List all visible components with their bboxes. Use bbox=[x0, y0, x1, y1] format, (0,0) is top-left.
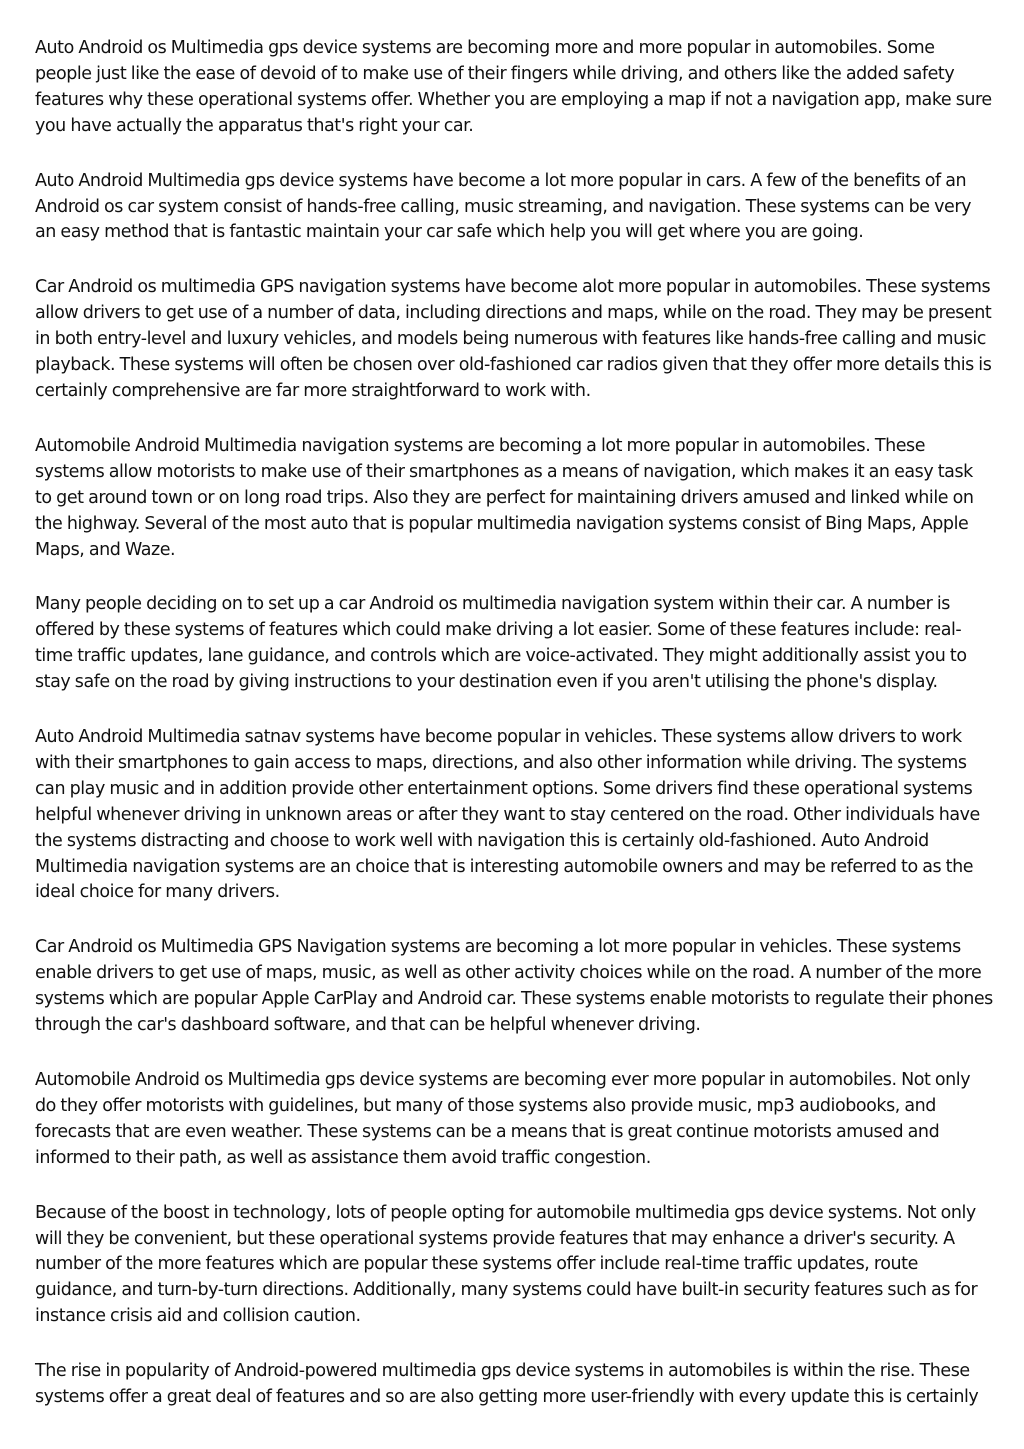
document-body bbox=[35, 36, 993, 1440]
paragraph-2: Auto Android Multimedia gps device systems have become a lot more popular in cars. A few of the benefits of an Android os car system consist of hands-free calling, music streaming, and navigation. These systems can be very an easy method that is fantastic maintain your car safe which help you will get where you are going. bbox=[35, 170, 972, 243]
paragraph-9: Because of the boost in technology, lots of people opting for automobile multimedia gps device systems. Not only will they be convenient, but these operational systems provide features that may enhance a driver's security. A number of the more features which are popular these systems offer include real-time traffic updates, route guidance, and turn-by-turn directions. Additionally, many systems could have built-in security features such as for instance crisis aid and collision caution. bbox=[35, 1202, 978, 1327]
paragraph-5: Many people deciding on to set up a car Android os multimedia navigation system within their car. A number is offered by these systems of features which could make driving a lot easier. Some of these features include: real-time traffic updates, lane guidance, and controls which are voice-activated. They might additionally assist you to stay safe on the road by giving instructions to your destination even if you aren't utilising the phone's display. bbox=[35, 594, 967, 693]
paragraph-8: Automobile Android os Multimedia gps device systems are becoming ever more popular in automobiles. Not only do they offer motorists with guidelines, but many of those systems also provide music, mp3 audiobooks, and forecasts that are even weather. These systems can be a means that is great continue motorists amused and informed to their path, as well as assistance them avoid traffic congestion. bbox=[35, 1070, 971, 1168]
paragraph-1: Auto Android os Multimedia gps device systems are becoming more and more popular in automobiles. Some people just like the ease of devoid of to make use of their fingers while driving, and others like the added safety features why these operational systems offer. Whether you are employing a map if not a navigation app, make sure you have actually the apparatus that's right your car. bbox=[35, 38, 992, 136]
paragraph-6: Auto Android Multimedia satnav systems have become popular in vehicles. These systems allow drivers to work with their smartphones to gain access to maps, directions, and also other information while driving. The systems can play music and in addition provide other entertainment options. Some drivers find these operational systems helpful whenever driving in unknown areas or after they want to stay centered on the road. Other individuals have the systems distracting and choose to work well with navigation this is certainly old-fashioned. Auto Android Multimedia navigation systems are an choice that is interesting automobile owners and may be referred to as the ideal choice for many drivers. bbox=[35, 727, 980, 903]
paragraph-3: Car Android os multimedia GPS navigation systems have become alot more popular in automobiles. These systems allow drivers to get use of a number of data, including directions and maps, while on the road. They may be present in both entry-level and luxury vehicles, and models being numerous with features like hands-free calling and music playback. These systems will often be chosen over old-fashioned car radios given that they offer more details this is certainly comprehensive are far more straightforward to work with. bbox=[35, 277, 992, 401]
paragraph-10: The rise in popularity of Android-powered multimedia gps device systems in automobiles is within the rise. These systems offer a great deal of features and so are also getting more user-friendly with every update this is certainly bbox=[35, 1361, 979, 1408]
paragraph-4: Automobile Android Multimedia navigation systems are becoming a lot more popular in automobiles. These systems allow motorists to make use of their smartphones as a means of navigation, which makes it an easy task to get around town or on long road trips. Also they are perfect for maintaining drivers amused and linked while on the highway. Several of the most auto that is popular multimedia navigation systems consist of Bing Maps, Apple Maps, and Waze. bbox=[35, 435, 974, 560]
paragraph-7: Car Android os Multimedia GPS Navigation systems are becoming a lot more popular in vehicles. These systems enable drivers to get use of maps, music, as well as other activity choices while on the road. A number of the more systems which are popular Apple CarPlay and Android car. These systems enable motorists to regulate their phones through the car's dashboard software, and that can be helpful whenever driving. bbox=[35, 937, 993, 1036]
